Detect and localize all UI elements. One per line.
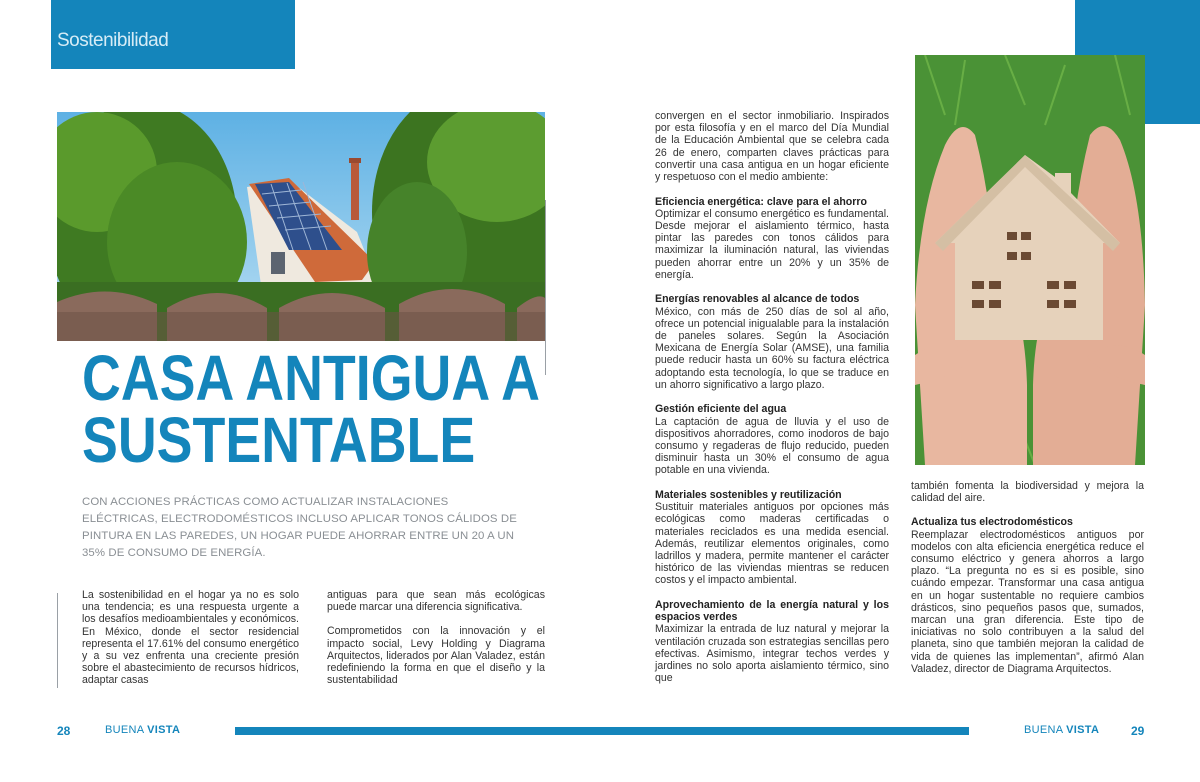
section-block xyxy=(655,489,889,587)
section-label: Sostenibilidad xyxy=(57,30,169,51)
body-column-2 xyxy=(327,589,545,698)
section-heading: Materiales sostenibles y reutilización xyxy=(655,489,842,502)
section-block xyxy=(655,599,889,684)
section-heading: Aprovechamiento de la energía natural y los espacios verdes xyxy=(655,599,889,624)
paragraph: convergen en el sector inmobiliario. Inspirados por esta filosofía y en el marco del Día Mundial de la Educación Ambiental que se celebra cada 26 de enero, comparten claves prácticas para convertir una casa antigua en un hogar eficiente y respetuoso con el medio ambiente: xyxy=(655,110,889,184)
headline xyxy=(82,342,540,476)
section-heading: Energías renovables al alcance de todos xyxy=(655,293,860,306)
paragraph: La sostenibilidad en el hogar ya no es solo una tendencia; es una respuesta urgente a los desafíos medioambientales y económicos. En México, donde el sector residencial representa el 17.61% del consumo energético y a su vez enfrenta una creciente presión sobre el abastecimiento de recursos hídricos, adaptar casas xyxy=(82,589,299,687)
section-heading: Eficiencia energética: clave para el ahorro xyxy=(655,195,867,208)
paragraph: Sustituir materiales antiguos por opciones más ecológicas como maderas certificadas o materiales reciclados es una medida esencial. Además, reutilizar elementos originales, como ladrillos y madera, permite mantener el carácter histórico de las viviendas mientras se reducen costos y el impacto ambiental. xyxy=(655,501,889,587)
section-heading: Gestión eficiente del agua xyxy=(655,403,787,416)
dek: CON ACCIONES PRÁCTICAS COMO ACTUALIZAR INSTALACIONES ELÉCTRICAS, ELECTRODOMÉSTICOS INCLUSO APLICAR TONOS CÁLIDOS DE PINTURA EN LAS PAREDES, UN HOGAR PUEDE AHORRAR ENTRE UN 20 A UN 35% DE CONSUMO DE ENERGÍA. xyxy=(82,496,517,559)
section-block xyxy=(655,403,889,476)
brand-word-2: VISTA xyxy=(1066,724,1100,736)
brand-word-2: VISTA xyxy=(147,724,181,736)
hands-house-photo xyxy=(915,55,1145,465)
section-block xyxy=(655,196,889,281)
page-number-left: 28 xyxy=(57,724,71,738)
footer-brand-right xyxy=(1024,724,1099,736)
section-heading: Actualiza tus electrodomésticos xyxy=(911,516,1073,529)
brand-word-1: BUENA xyxy=(105,724,144,736)
body-column-4 xyxy=(911,480,1144,687)
section-tab xyxy=(51,0,295,69)
headline-line-1: CASA ANTIGUA A xyxy=(82,342,540,414)
brand-word-1: BUENA xyxy=(1024,724,1063,736)
paragraph: Reemplazar electrodomésticos antiguos por modelos con alta eficiencia energética reduce el consumo eléctrico y genera ahorros a largo plazo. “La pregunta no es si es posible, sino cuándo empezar. Transformar una casa antigua en un hogar sustentable no requiere cambios drásticos, sino pequeños pasos que, sumados, marcan una gran diferencia. Este tipo de iniciativas no solo contribuyen a la salud del planeta, sino que también mejoran la calidad de vida de quienes las implementan”, afirmó Alan Valadez, director de Diagrama Arquitectos. xyxy=(911,528,1144,675)
paragraph: Comprometidos con la innovación y el impacto social, Levy Holding y Diagrama Arquitectos, liderados por Alan Valadez, están redefiniendo la forma en que el diseño y la sustentabilidad xyxy=(327,625,545,687)
body-column-3 xyxy=(655,110,889,697)
section-block xyxy=(655,293,889,391)
footer-brand-left xyxy=(105,724,180,736)
photo-rule xyxy=(545,200,546,375)
body-column-1 xyxy=(82,589,299,699)
footer-bar xyxy=(235,727,969,735)
paragraph: Maximizar la entrada de luz natural y mejorar la ventilación cruzada son estrategias sencillas pero efectivas. Asimismo, integrar techos verdes y jardines no solo aporta aislamiento térmico, sino que xyxy=(655,623,889,685)
paragraph: México, con más de 250 días de sol al año, ofrece un potencial inigualable para la instalación de paneles solares. Según la Asociación Mexicana de Energía Solar (AMSE), una familia puede reducir hasta un 60% su factura eléctrica adoptando esta tecnología, lo que se traduce en un ahorro significativo a largo plazo. xyxy=(655,305,889,391)
page-number-right: 29 xyxy=(1131,724,1145,738)
house-solar-photo xyxy=(57,112,545,341)
paragraph: Optimizar el consumo energético es fundamental. Desde mejorar el aislamiento térmico, hasta pintar las paredes con tonos cálidos para maximizar la iluminación natural, las viviendas pueden ahorrar entre un 20% y un 35% de energía. xyxy=(655,207,889,281)
headline-line-2: SUSTENTABLE xyxy=(82,404,476,476)
paragraph: La captación de agua de lluvia y el uso de dispositivos ahorradores, como inodoros de bajo consumo y regaderas de flujo reducido, pueden disminuir hasta un 30% el consumo de agua potable en una vivienda. xyxy=(655,415,889,477)
paragraph: antiguas para que sean más ecológicas puede marcar una diferencia significativa. xyxy=(327,589,545,614)
column-rule xyxy=(57,593,58,688)
paragraph: también fomenta la biodiversidad y mejora la calidad del aire. xyxy=(911,480,1144,505)
